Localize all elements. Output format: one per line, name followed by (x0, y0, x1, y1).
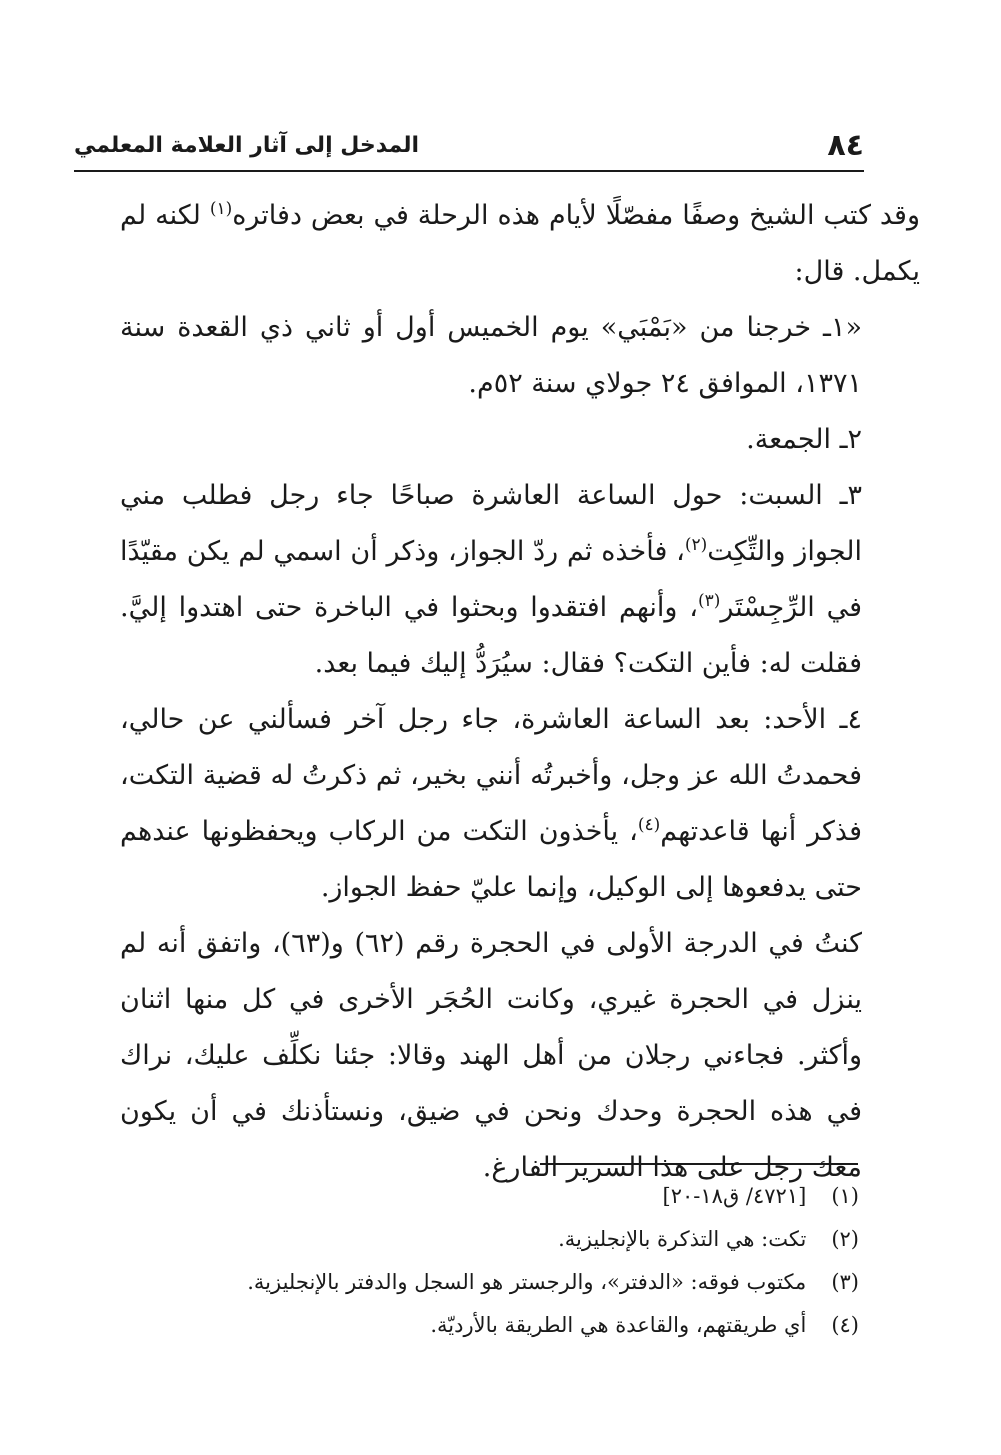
footnote-ref-2: (٢) (684, 535, 708, 555)
footnote-text: [٤٧٢١/ ق١٨-٢٠] (662, 1184, 807, 1208)
cabin-paragraph: كنتُ في الدرجة الأولى في الحجرة رقم (٦٢) و(٦٣)، واتفق أنه لم ينزل في الحجرة غيري، وكانت الحُجَر الأخرى في كل منها اثنان وأكثر. فجاءني رجلان من أهل الهند وقالا: جئنا نكلِّف عليك، نراك في هذه الحجرة وحدك ونحن في ضيق، ونستأذنك في أن يكون معك رجل على هذا السرير الفارغ. (120, 928, 862, 1183)
footnote-number: (٢) (831, 1227, 859, 1251)
header-rule (74, 170, 864, 172)
entry-1-paragraph: «١ـ خرجنا من «بَمْبَي» يوم الخميس أول أو ثاني ذي القعدة سنة ١٣٧١، الموافق ٢٤ جولاي سنة ٥٢م. (120, 312, 862, 399)
footnote-number: (٤) (831, 1313, 859, 1337)
footnote-ref-3: (٣) (697, 591, 721, 611)
entry-3-text-c: ، وأنهم افتقدوا وبحثوا في الباخرة حتى اهتدوا إليَّ. فقلت له: فأين التكت؟ فقال: سيُرَدُّ إليك فيما بعد. (120, 592, 862, 679)
intro-paragraph (120, 188, 920, 300)
footnote-text: مكتوب فوقه: «الدفتر»، والرجستر هو السجل والدفتر بالإنجليزية. (247, 1270, 807, 1294)
page-number: ٨٤ (827, 128, 864, 163)
entry-3-paragraph (120, 468, 862, 692)
footnote-number: (٣) (831, 1270, 859, 1294)
main-text (120, 188, 920, 1196)
running-title: المدخل إلى آثار العلامة المعلمي (74, 133, 420, 158)
footnote-4 (139, 1304, 859, 1347)
footnote-number: (١) (831, 1184, 859, 1208)
footnote-3 (139, 1261, 859, 1304)
page-header (74, 126, 864, 166)
entry-4-paragraph (120, 692, 862, 916)
footnotes (139, 1175, 859, 1347)
footnote-ref-4: (٤) (637, 815, 661, 835)
intro-line-1: وقد كتب الشيخ وصفًا مفصّلًا لأيام هذه الرحلة في بعض دفاتره (232, 200, 920, 231)
entry-4-text-a: ٤ـ الأحد: بعد الساعة العاشرة، جاء رجل آخر فسألني عن حالي، فحمدتُ الله عز وجل، وأخبرتُه أنني بخير، ثم ذكرتُ له قضية التكت، فذكر أنها قاعدتهم (120, 704, 862, 847)
footnote-1 (139, 1175, 859, 1218)
footnote-2 (139, 1218, 859, 1261)
intro-line-2: لكنه لم يكمل. قال: (120, 200, 920, 287)
footnote-ref-1: (١) (209, 199, 233, 219)
footnote-text: أي طريقتهم، والقاعدة هي الطريقة بالأرديّة. (430, 1313, 807, 1337)
entry-4-text-b: ، يأخذون التكت من الركاب ويحفظونها عندهم حتى يدفعوها إلى الوكيل، وإنما عليّ حفظ الجواز. (120, 816, 862, 903)
entry-3-text-a: ٣ـ السبت: حول الساعة العاشرة صباحًا جاء رجل فطلب مني الجواز والتِّكِت (120, 480, 862, 567)
footnote-rule (540, 1163, 858, 1165)
footnote-text: تكت: هي التذكرة بالإنجليزية. (558, 1227, 807, 1251)
entry-2-paragraph: ٢ـ الجمعة. (746, 424, 862, 455)
entry-3-text-b: ، فأخذه ثم ردّ الجواز، وذكر أن اسمي لم يكن مقيّدًا في الرِّجِسْتَر (120, 536, 862, 623)
